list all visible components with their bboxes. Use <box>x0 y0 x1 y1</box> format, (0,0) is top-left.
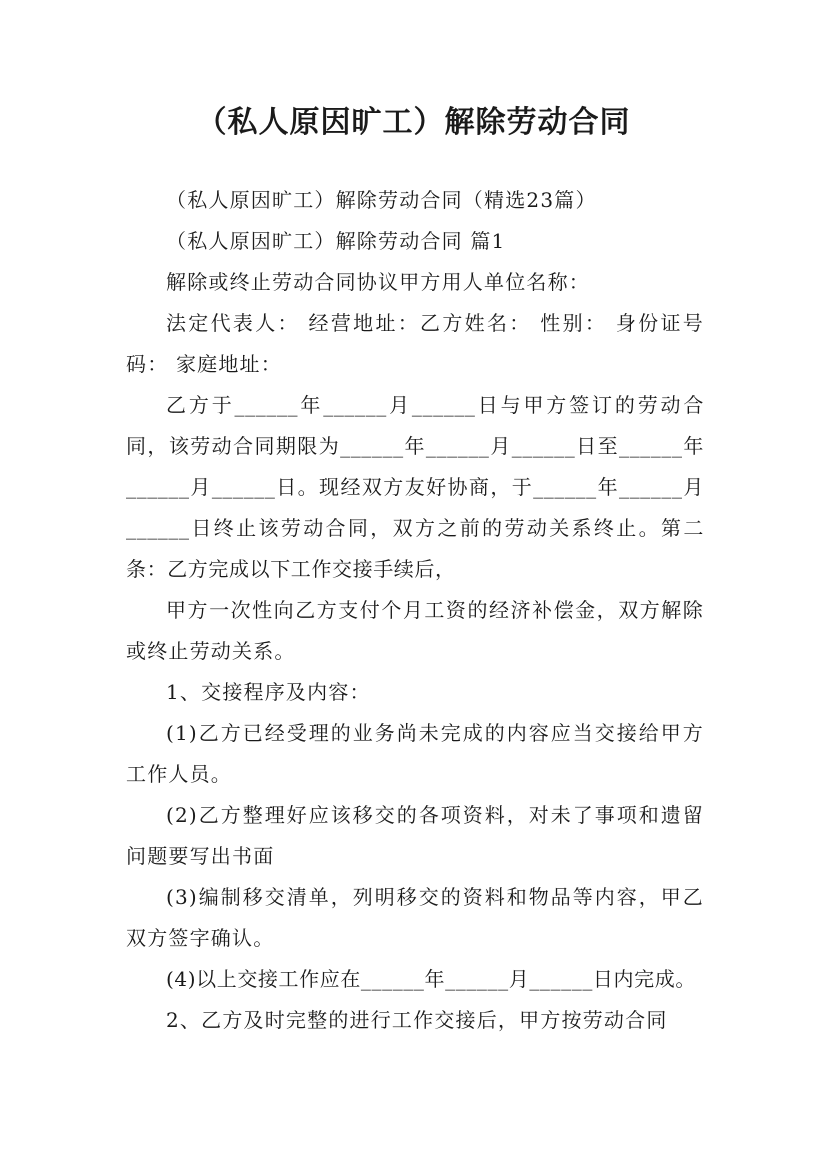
paragraph-handover-item-3: (3)编制移交清单，列明移交的资料和物品等内容，甲乙双方签字确认。 <box>126 885 704 950</box>
paragraph-handover-heading: 1、交接程序及内容： <box>166 680 371 704</box>
paragraph-handover-item-1: (1)乙方已经受理的业务尚未完成的内容应当交接给甲方工作人员。 <box>126 721 704 786</box>
paragraph-agreement-intro: 解除或终止劳动合同协议甲方用人单位名称： <box>166 270 590 294</box>
paragraph-handover-item-4: (4)以上交接工作应在______年______月______日内完成。 <box>166 967 696 991</box>
document-body <box>126 180 704 1041</box>
paragraph-contract-terms: 乙方于______年______月______日与甲方签订的劳动合同，该劳动合同期限为______年______月______日至______年______月______日。现经双方友好协商，于______年______月______日终止该劳动合同，双方之前的劳动关系终止。第二条：乙方完成以下工作交接手续后， <box>126 393 704 581</box>
paragraph-clause-2: 2、乙方及时完整的进行工作交接后，甲方按劳动合同 <box>166 1008 668 1032</box>
document-title: （私人原因旷工）解除劳动合同 <box>196 105 631 140</box>
paragraph-handover-item-2: (2)乙方整理好应该移交的各项资料，对未了事项和遗留问题要写出书面 <box>126 803 704 868</box>
paragraph-subtitle: （私人原因旷工）解除劳动合同（精选23篇） <box>166 188 597 212</box>
paragraph-section-heading: （私人原因旷工）解除劳动合同 篇1 <box>166 229 506 253</box>
paragraph-party-info: 法定代表人： 经营地址：乙方姓名： 性别： 身份证号码： 家庭地址： <box>126 311 704 376</box>
paragraph-compensation: 甲方一次性向乙方支付个月工资的经济补偿金，双方解除或终止劳动关系。 <box>126 598 704 663</box>
